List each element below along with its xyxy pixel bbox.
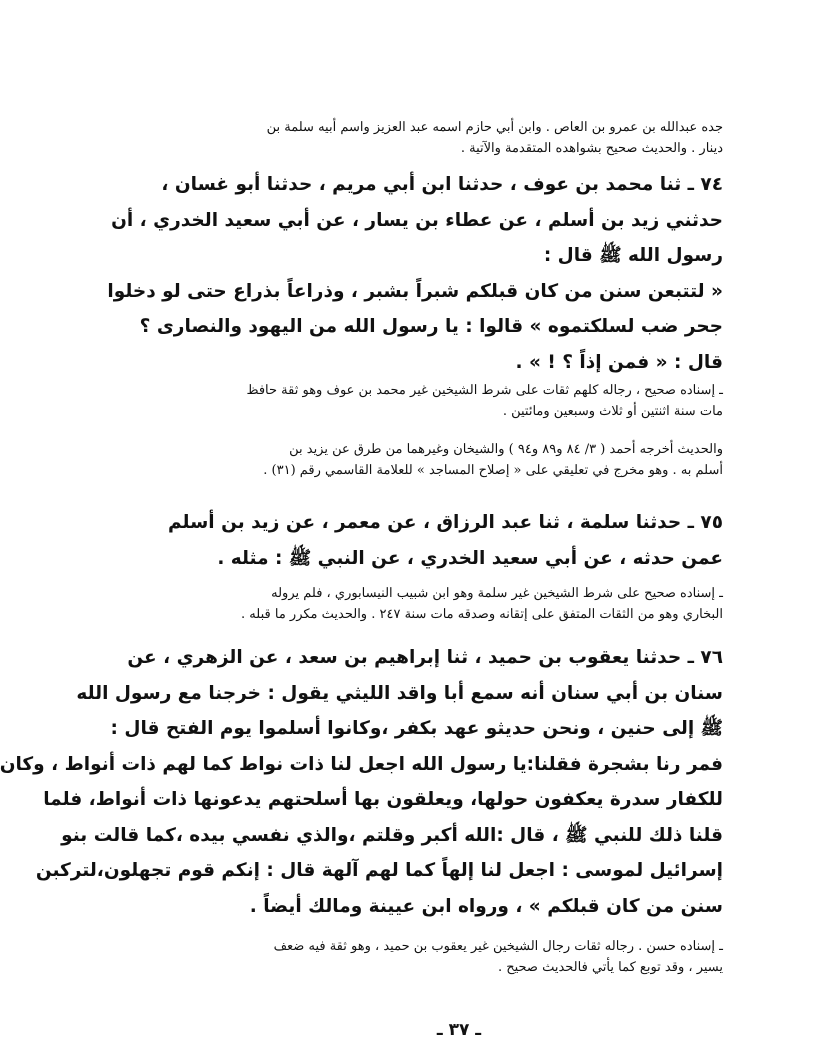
top-footnote — [185, 117, 723, 159]
hadith-line: فمر رنا بشجرة فقلنا:يا رسول الله اجعل لنا ذات نواط كما لهم ذات أنواط ، وكان — [0, 753, 723, 775]
hadith-line: عمن حدثه ، عن أبي سعيد الخدري ، عن النبي ﷺ : مثله . — [217, 547, 723, 569]
hadith-75 — [168, 505, 723, 576]
hadith-line: ٧٦ ـ حدثنا يعقوب بن حميد ، ثنا إبراهيم بن سعد ، عن الزهري ، عن — [127, 647, 723, 668]
footnote-line: والحديث أخرجه أحمد ( ٣/ ٨٤ و٨٩ و٩٤ ) والشيخان وغيرهما من طرق عن يزيد بن — [289, 442, 723, 457]
hadith-line: قال : « فمن إذاً ؟ ! » . — [515, 351, 723, 373]
footnote-line: جده عبدالله بن عمرو بن العاص . وابن أبي حازم اسمه عبد العزيز واسم أبيه سلمة بن — [266, 120, 723, 135]
footnote-line: ـ إسناده صحيح على شرط الشيخين غير سلمة وهو ابن شبيب النيسابوري ، فلم يروله — [271, 586, 723, 601]
footnote-line: البخاري وهو من الثقات المتفق على إتقانه وصدقه مات سنة ٢٤٧ . والحديث مكرر ما قبله . — [241, 607, 723, 622]
hadith-line: رسول الله ﷺ قال : — [543, 245, 723, 266]
hadith-line: جحر ضب لسلكتموه » قالوا : يا رسول الله من اليهود والنصارى ؟ — [139, 316, 723, 337]
hadith-line: حدثني زيد بن أسلم ، عن عطاء بن يسار ، عن أبي سعيد الخدري ، أن — [111, 209, 723, 231]
page-number: ـ ٣٧ ـ — [436, 1020, 482, 1040]
hadith-line: سنن من كان قبلكم » ، ورواه ابن عيينة ومالك أيضاً . — [249, 895, 723, 917]
hadith-line: « لتتبعن سنن من كان قبلكم شبراً بشبر ، وذراعاً بذراع حتى لو دخلوا — [107, 280, 723, 302]
footnote-74-takhrij — [185, 439, 723, 481]
hadith-line: ٧٤ ـ ثنا محمد بن عوف ، حدثنا ابن أبي مريم ، حدثنا أبو غسان ، — [161, 174, 723, 195]
footnote-75 — [185, 583, 723, 625]
hadith-line: إسرائيل لموسى : اجعل لنا إلهاً كما لهم آلهة قال : إنكم قوم تجهلون،لتركبن — [35, 860, 723, 881]
hadith-line: للكفار سدرة يعكفون حولها، ويعلقون بها أسلحتهم يدعونها ذات أنواط، فلما — [43, 789, 723, 810]
footnote-line: دينار . والحديث صحيح بشواهده المتقدمة والآتية . — [460, 141, 723, 156]
hadith-line: ٧٥ ـ حدثنا سلمة ، ثنا عبد الرزاق ، عن معمر ، عن زيد بن أسلم — [168, 512, 723, 533]
hadith-line: ﷺ إلى حنين ، ونحن حديثو عهد بكفر ،وكانوا أسلموا يوم الفتح قال : — [110, 718, 723, 739]
hadith-74 — [107, 167, 723, 380]
hadith-76 — [0, 640, 723, 924]
footnote-line: أسلم به . وهو مخرج في تعليقي على « إصلاح المساجد » للعلامة القاسمي رقم (٣١) . — [263, 463, 723, 478]
hadith-line: سنان بن أبي سنان أنه سمع أبا واقد الليثي يقول : خرجنا مع رسول الله — [76, 682, 723, 704]
footnote-line: ـ إسناده حسن . رجاله ثقات رجال الشيخين غير يعقوب بن حميد ، وهو ثقة فيه ضعف — [273, 939, 723, 954]
hadith-line: قلنا ذلك للنبي ﷺ ، قال :الله أكبر وقلتم ،والذي نفسي بيده ،كما قالت بنو — [61, 824, 723, 846]
footnote-76 — [185, 936, 723, 978]
footnote-line: يسير ، وقد توبع كما يأتي فالحديث صحيح . — [497, 960, 723, 975]
footnote-line: ـ إسناده صحيح ، رجاله كلهم ثقات على شرط الشيخين غير محمد بن عوف وهو ثقة حافظ — [246, 383, 723, 398]
footnote-line: مات سنة اثنتين أو ثلاث وسبعين ومائتين . — [502, 404, 723, 419]
footnote-74-isnad — [185, 380, 723, 422]
